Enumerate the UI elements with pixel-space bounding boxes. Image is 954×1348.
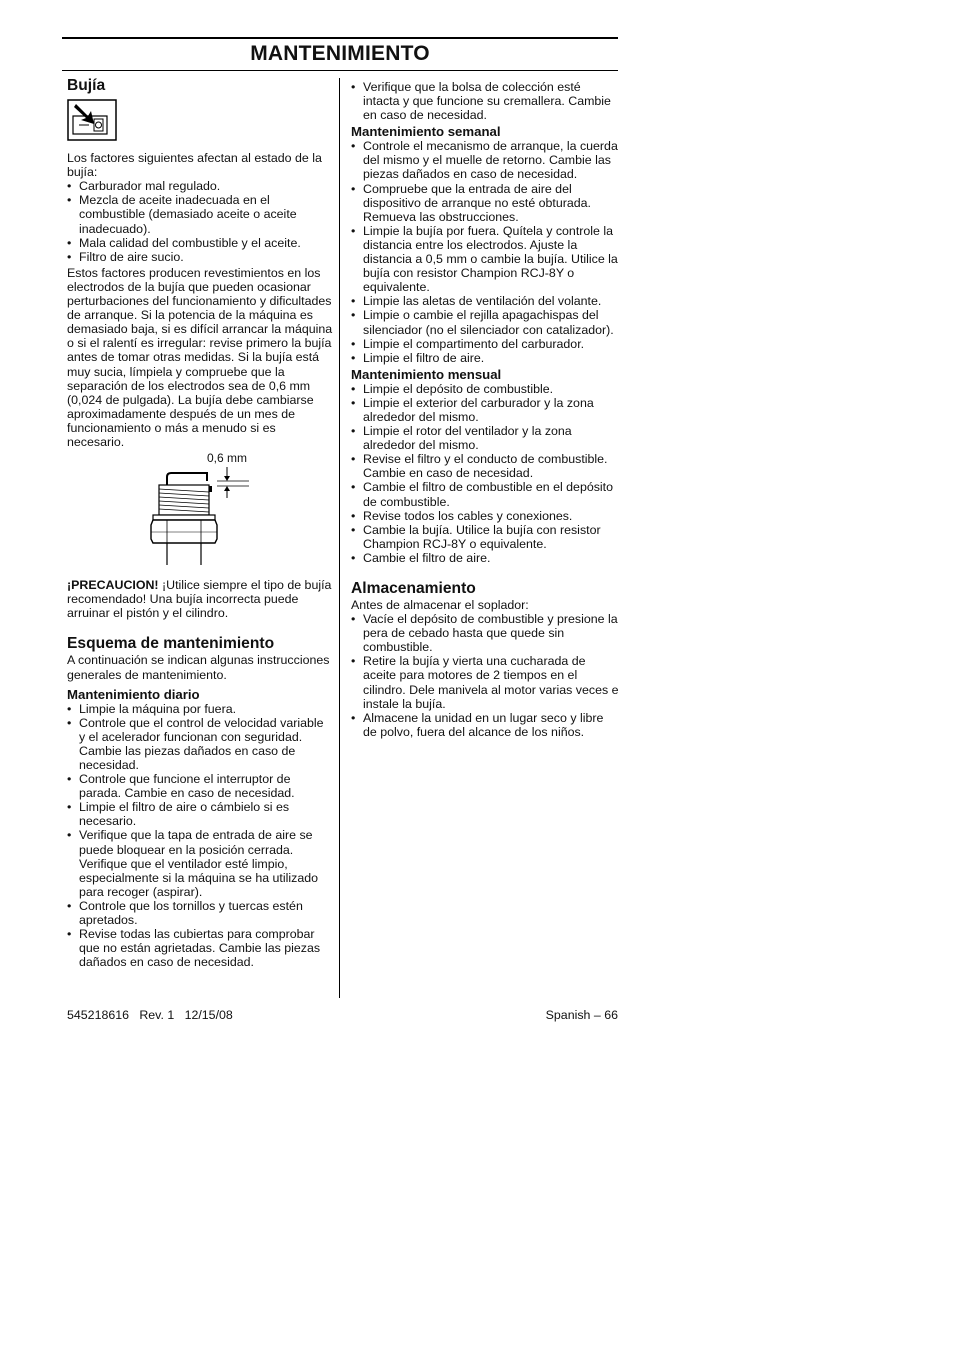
list-item: • Limpie las aletas de ventilación del volante. bbox=[351, 294, 619, 308]
spark-plug-gap-diagram bbox=[67, 453, 333, 570]
list-item: • Vacíe el depósito de combustible y presione la pera de cebado hasta que quede sin combustible. bbox=[351, 612, 619, 654]
list-item: • Verifique que la tapa de entrada de aire se puede bloquear en la posición cerrada. Verifique que el ventilador esté limpio, especialmente si la máquina se ha utilizado para recoger (aspirar). bbox=[67, 828, 333, 898]
footer-document-id: 545218616 Rev. 1 12/15/08 bbox=[67, 1008, 233, 1022]
list-item: • Mala calidad del combustible y el aceite. bbox=[67, 236, 333, 250]
list-item: • Retire la bujía y vierta una cucharada de aceite para motores de 2 tiempos en el cilindro. Dele manivela al motor varias veces e instale la bujía. bbox=[351, 654, 619, 710]
list-item: • Controle que el control de velocidad variable y el acelerador funcionan con seguridad. Cambie las piezas dañados en caso de necesidad. bbox=[67, 716, 333, 772]
list-item: • Limpie el filtro de aire. bbox=[351, 351, 619, 365]
page-title: MANTENIMIENTO bbox=[250, 42, 430, 65]
list-item: • Controle que los tornillos y tuercas estén apretados. bbox=[67, 899, 333, 927]
gap-measurement-label: 0,6 mm bbox=[206, 453, 248, 466]
diario-list bbox=[67, 702, 333, 970]
left-column bbox=[67, 76, 333, 969]
subheading-diario: Mantenimiento diario bbox=[67, 686, 200, 702]
list-item: • Cambie el filtro de combustible en el depósito de combustible. bbox=[351, 480, 619, 508]
list-item: • Carburador mal regulado. bbox=[67, 179, 333, 193]
list-item: • Controle que funcione el interruptor de parada. Cambie en caso de necesidad. bbox=[67, 772, 333, 800]
section-heading-bujia: Bujía bbox=[67, 77, 106, 94]
almacenamiento-intro: Antes de almacenar el soplador: bbox=[351, 598, 529, 612]
list-item: • Limpie el exterior del carburador y la zona alrededor del mismo. bbox=[351, 396, 619, 424]
list-item: • Limpie el filtro de aire o cámbielo si es necesario. bbox=[67, 800, 333, 828]
list-item: • Compruebe que la entrada de aire del dispositivo de arranque no esté obturada. Remueva las obstrucciones. bbox=[351, 182, 619, 224]
bujia-intro: Los factores siguientes afectan al estado de la bujía: bbox=[67, 151, 322, 180]
bujia-body: Estos factores producen revestimientos en los electrodos de la bujía que pueden ocasionar perturbaciones del funcionamiento y dificultades de arranque. Si la potencia de la máquina es demasiado baja, si es difícil arrancar la máquina o si el ralentí es irregular: revise primero la bujía antes de tomar otras medidas. Si la bujía está muy sucia, límpiela y compruebe que la separación de los electrodos sea de 0,6 mm (0,024 de pulgada). La bujía debe cambiarse aproximadamente después de un mes de funcionamiento o más a menudo si es necesario. bbox=[67, 265, 333, 449]
list-item: • Limpie o cambie el rejilla apagachispas del silenciador (no el silenciador con catalizador). bbox=[351, 308, 619, 336]
header-rule-bottom bbox=[62, 70, 618, 71]
list-item: • Controle el mecanismo de arranque, la cuerda del mismo y el muelle de retorno. Cambie las piezas dañados en caso de necesidad. bbox=[351, 139, 619, 181]
list-item: • Almacene la unidad en un lugar seco y libre de polvo, fuera del alcance de los niños. bbox=[351, 711, 619, 739]
list-item: • Cambie la bujía. Utilice la bujía con resistor Champion RCJ-8Y o equivalente. bbox=[351, 523, 619, 551]
right-column bbox=[351, 80, 619, 739]
list-item: • Mezcla de aceite inadecuada en el combustible (demasiado aceite o aceite inadecuado). bbox=[67, 193, 333, 235]
list-item: • Revise el filtro y el conducto de combustible. Cambie en caso de necesidad. bbox=[351, 452, 619, 480]
read-manual-warning-icon bbox=[67, 99, 117, 141]
diario-continued-list bbox=[351, 80, 619, 122]
list-item: • Limpie el rotor del ventilador y la zona alrededor del mismo. bbox=[351, 424, 619, 452]
section-heading-almacenamiento: Almacenamiento bbox=[351, 580, 476, 597]
list-item: • Limpie la máquina por fuera. bbox=[67, 702, 333, 716]
subheading-semanal: Mantenimiento semanal bbox=[351, 124, 501, 140]
column-divider bbox=[339, 78, 340, 998]
mensual-list bbox=[351, 382, 619, 565]
list-item: • Limpie el compartimento del carburador. bbox=[351, 337, 619, 351]
list-item: • Limpie la bujía por fuera. Quítela y controle la distancia entre los electrodos. Ajuste la distancia a 0,5 mm o cambie la bujía. Utilice la bujía con resistor Champion RCJ-8Y o equivalente. bbox=[351, 224, 619, 294]
caution-text: ¡Utilice siempre el tipo de bujía recomendado! Una bujía incorrecta puede arruinar el pistón y el cilindro. bbox=[67, 578, 332, 621]
section-heading-esquema: Esquema de mantenimiento bbox=[67, 635, 275, 653]
list-item: • Verifique que la bolsa de colección esté intacta y que funcione su cremallera. Cambie en caso de necesidad. bbox=[351, 80, 619, 122]
footer-page-number: Spanish – 66 bbox=[545, 1008, 618, 1022]
header-rule-top bbox=[62, 37, 618, 39]
list-item: • Revise todas las cubiertas para comprobar que no están agrietadas. Cambie las piezas dañados en caso de necesidad. bbox=[67, 927, 333, 969]
semanal-list bbox=[351, 139, 619, 365]
almacenamiento-list bbox=[351, 612, 619, 739]
list-item: • Cambie el filtro de aire. bbox=[351, 551, 619, 565]
list-item: • Revise todos los cables y conexiones. bbox=[351, 509, 619, 523]
caution-note bbox=[67, 578, 333, 620]
subheading-mensual: Mantenimiento mensual bbox=[351, 366, 502, 382]
list-item: • Filtro de aire sucio. bbox=[67, 250, 333, 264]
esquema-intro: A continuación se indican algunas instrucciones generales de mantenimiento. bbox=[67, 653, 330, 682]
list-item: • Limpie el depósito de combustible. bbox=[351, 382, 619, 396]
caution-label: ¡PRECAUCION! bbox=[67, 578, 159, 593]
bujia-factors-list bbox=[67, 179, 333, 264]
